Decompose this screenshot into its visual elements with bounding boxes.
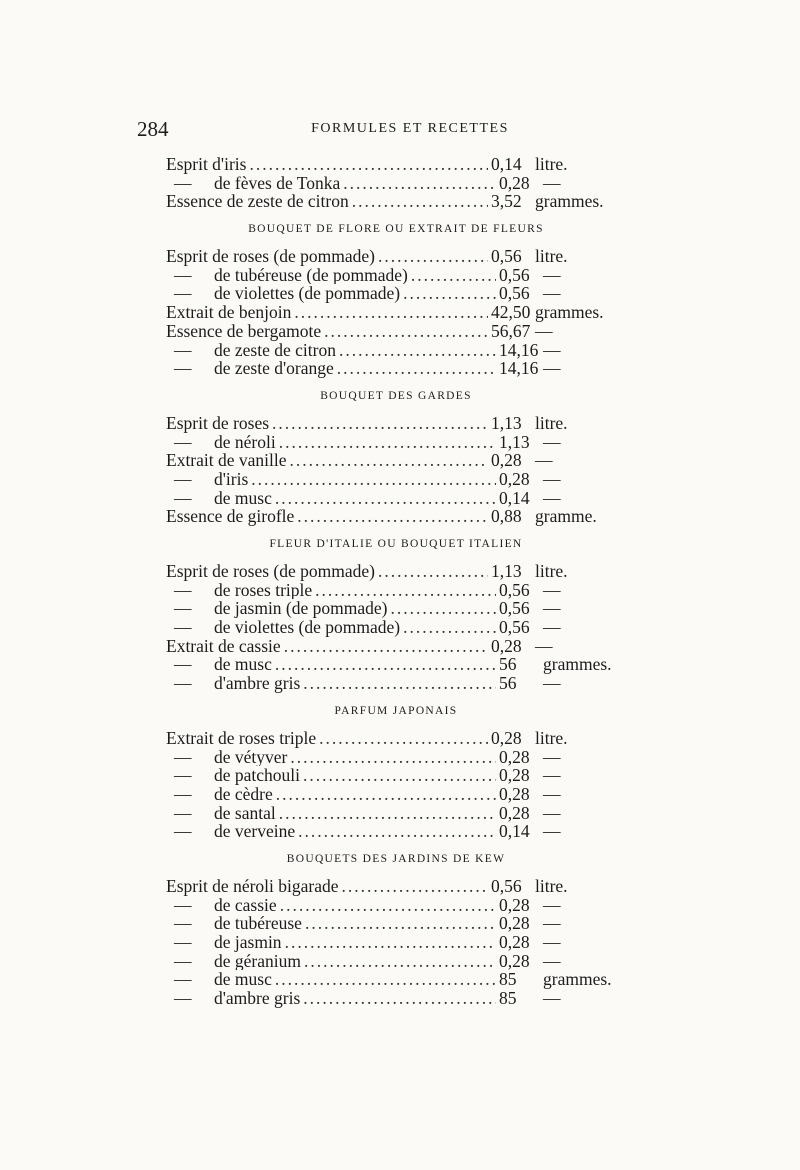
dot-leader [284,637,488,656]
recipe-row [166,804,626,823]
dot-leader [272,414,488,433]
recipe-row [166,637,626,656]
unit: — [543,673,561,694]
unit: litre. [535,561,568,581]
ditto-dash: — [174,895,192,915]
recipe-row [166,581,626,600]
ingredient-label: Essence de zeste de citron [166,192,349,212]
dot-leader [324,322,488,341]
unit: — [543,746,561,767]
ingredient-cell [166,896,499,915]
quantity: 85 [499,969,517,990]
quantity: 14,16 [499,339,539,360]
quantity: 0,28 [491,450,522,471]
quantity: 0,28 [499,172,530,193]
ditto-dash: — [174,951,192,971]
dot-leader [303,766,496,785]
unit: — [543,950,561,971]
unit: — [543,172,561,193]
unit: — [543,358,561,379]
ingredient-label: de zeste d'orange [214,359,334,378]
unit: — [543,802,561,823]
dot-leader [280,896,496,915]
dot-leader [337,359,496,378]
ingredient-cell [166,451,491,470]
ingredient-cell [166,637,491,656]
unit: — [543,783,561,804]
ingredient-label: de jasmin [214,933,282,952]
ingredient-cell [166,341,499,360]
ditto-dash: — [174,989,192,1008]
recipe-row [166,414,626,433]
quantity: 85 [499,988,517,1009]
ditto-dash: — [174,284,192,304]
unit: grammes. [543,654,612,675]
ingredient-label: de jasmin (de pommade) [214,599,388,619]
recipe-row [166,489,626,508]
quantity: 0,56 [499,598,530,619]
recipe-row [166,674,626,693]
unit: — [543,765,561,786]
recipe-row [166,748,626,767]
recipe-row [166,192,626,211]
ingredient-label: de tubéreuse [214,914,302,934]
recipe-row [166,896,626,915]
ingredient-label: de violettes (de pommade) [214,284,401,304]
dot-leader [403,284,496,303]
ingredient-cell [166,433,499,452]
quantity: 0,56 [499,579,530,600]
recipe-row [166,341,626,360]
ingredient-label: de musc [214,488,272,508]
dot-leader [297,507,488,526]
ditto-dash: — [174,784,192,804]
ingredient-cell [166,155,491,174]
unit: — [543,283,561,304]
ditto-dash: — [174,618,192,637]
quantity: 0,56 [491,875,522,896]
unit: — [543,617,561,638]
ingredient-label: de patchouli [214,766,301,785]
ingredient-label: de roses triple [214,580,313,600]
ditto-dash: — [174,970,192,990]
ingredient-cell [166,766,499,785]
ingredient-cell [166,581,499,600]
unit: — [535,635,553,656]
quantity: 0,28 [499,950,530,971]
ingredient-cell [166,989,499,1008]
ingredient-label: de santal [214,803,276,823]
ingredient-label: de violettes (de pommade) [214,618,401,637]
quantity: 0,14 [499,821,530,842]
ingredient-label: d'ambre gris [214,674,301,693]
quantity: 0,28 [499,802,530,823]
ingredient-cell [166,174,499,193]
ditto-dash: — [174,265,192,285]
ingredient-cell [166,359,499,378]
ingredient-label: de tubéreuse (de pommade) [214,265,408,285]
ingredient-cell [166,748,499,767]
unit: litre. [535,412,568,433]
ditto-dash: — [174,914,192,934]
quantity: 0,28 [491,727,522,748]
ingredient-label: Extrait de cassie [166,636,281,656]
dot-leader [319,729,488,748]
unit: — [543,468,561,489]
unit: — [543,264,561,285]
quantity: 1,13 [491,412,522,433]
dot-leader [403,618,496,637]
quantity: 0,28 [499,932,530,952]
dot-leader [303,989,496,1008]
ingredient-label: Extrait de vanille [166,451,287,470]
ingredient-label: de cèdre [214,784,273,804]
recipe-row [166,766,626,785]
unit: — [543,894,561,915]
ditto-dash: — [174,933,192,952]
recipe-row [166,451,626,470]
ingredient-cell [166,284,499,303]
ditto-dash: — [174,822,192,841]
unit: grammes. [543,969,612,990]
recipe-list [166,155,626,1008]
dot-leader [342,877,488,896]
ingredient-cell [166,674,499,693]
recipe-row [166,507,626,526]
recipe-row [166,970,626,989]
unit: grammes. [535,302,604,323]
ingredient-label: de musc [214,970,272,990]
dot-leader [411,266,496,285]
ditto-dash: — [174,340,192,360]
ingredient-label: Esprit de néroli bigarade [166,876,339,896]
ingredient-cell [166,970,499,989]
recipe-row [166,933,626,952]
ditto-dash: — [174,655,192,675]
page-number: 284 [137,117,169,141]
unit: litre. [535,154,568,174]
unit: — [543,579,561,600]
ingredient-label: Extrait de benjoin [166,303,292,322]
ditto-dash: — [174,359,192,378]
recipe-row [166,729,626,748]
ingredient-cell [166,822,499,841]
dot-leader [285,933,496,952]
quantity: 3,52 [491,191,522,212]
ingredient-cell [166,247,491,266]
dot-leader [275,970,496,989]
dot-leader [276,785,496,804]
recipe-row [166,562,626,581]
recipe-row [166,266,626,285]
ingredient-cell [166,877,491,896]
unit: gramme. [535,506,597,527]
ingredient-label: de géranium [214,951,301,971]
dot-leader [275,655,496,674]
dot-leader [352,192,488,211]
ingredient-label: Esprit de roses (de pommade) [166,562,375,581]
ingredient-label: Esprit de roses [166,413,270,433]
ingredient-cell [166,655,499,674]
dot-leader [304,952,496,971]
dot-leader [290,451,488,470]
ingredient-cell [166,266,499,285]
ingredient-cell [166,303,491,322]
dot-leader [378,247,488,266]
ingredient-label: de néroli [214,432,276,452]
unit: — [535,320,553,341]
quantity: 0,56 [499,617,530,638]
recipe-row [166,822,626,841]
section-title: PARFUM JAPONAIS [334,704,458,717]
ingredient-cell [166,192,491,211]
dot-leader [298,822,496,841]
ingredient-label: de fèves de Tonka [214,173,341,193]
recipe-row [166,247,626,266]
unit: litre. [535,727,568,748]
quantity: 0,28 [499,783,530,804]
unit: — [543,988,561,1009]
ingredient-label: Esprit d'iris [166,155,247,174]
dot-leader [279,804,496,823]
quantity: 0,14 [491,154,522,174]
ingredient-cell [166,489,499,508]
ditto-dash: — [174,488,192,508]
quantity: 1,13 [499,431,530,452]
recipe-row [166,785,626,804]
ingredient-label: de verveine [214,822,296,841]
unit: grammes. [535,191,604,212]
dot-leader [343,174,496,193]
recipe-row [166,284,626,303]
quantity: 0,28 [499,765,530,786]
unit: — [543,598,561,619]
ingredient-label: Extrait de roses triple [166,728,317,748]
quantity: 56 [499,654,517,675]
ditto-dash: — [174,803,192,823]
quantity: 56,67 [491,320,531,341]
quantity: 0,28 [499,468,530,489]
ditto-dash: — [174,674,192,693]
recipe-row [166,599,626,618]
ingredient-label: Essence de bergamote [166,321,322,341]
running-title: FORMULES ET RECETTES [311,121,509,136]
dot-leader [391,599,497,618]
dot-leader [305,914,496,933]
ingredient-label: Esprit de roses (de pommade) [166,247,375,266]
recipe-row [166,989,626,1008]
recipe-row [166,303,626,322]
ditto-dash: — [174,580,192,600]
dot-leader [303,674,496,693]
ingredient-cell [166,414,491,433]
ingredient-cell [166,618,499,637]
dot-leader [315,581,496,600]
ditto-dash: — [174,766,192,785]
ingredient-cell [166,562,491,581]
recipe-row [166,470,626,489]
recipe-row [166,655,626,674]
recipe-row [166,359,626,378]
dot-leader [251,470,496,489]
quantity: 0,28 [499,894,530,915]
ingredient-cell [166,804,499,823]
unit: — [543,487,561,508]
recipe-row [166,322,626,341]
ingredient-label: de musc [214,655,272,675]
ingredient-cell [166,322,491,341]
recipe-row [166,914,626,933]
quantity: 1,13 [491,561,522,581]
dot-leader [249,155,488,174]
recipe-row [166,433,626,452]
unit: — [535,450,553,471]
ingredient-cell [166,507,491,526]
dot-leader [339,341,496,360]
dot-leader [279,433,496,452]
quantity: 0,28 [499,913,530,934]
dot-leader [290,748,496,767]
ingredient-cell [166,470,499,489]
recipe-row [166,877,626,896]
ditto-dash: — [174,173,192,193]
section-title: BOUQUET DES GARDES [320,389,472,402]
unit: — [543,339,561,360]
recipe-row [166,174,626,193]
unit: litre. [535,246,568,267]
recipe-row [166,952,626,971]
ingredient-label: d'iris [214,469,249,489]
dot-leader [275,489,496,508]
unit: — [543,913,561,934]
ingredient-cell [166,914,499,933]
ditto-dash: — [174,469,192,489]
ditto-dash: — [174,747,192,767]
recipe-row [166,155,626,174]
ingredient-label: de cassie [214,895,277,915]
quantity: 0,56 [499,283,530,304]
quantity: 42,50 [491,302,531,323]
ingredient-label: de vétyver [214,747,288,767]
ingredient-cell [166,933,499,952]
ingredient-cell [166,785,499,804]
unit: litre. [535,875,568,896]
dot-leader [378,562,488,581]
recipe-row [166,618,626,637]
quantity: 0,28 [499,746,530,767]
section-title: BOUQUETS DES JARDINS DE KEW [286,852,506,865]
section-title: FLEUR D'ITALIE OU BOUQUET ITALIEN [269,538,523,550]
quantity: 0,14 [499,487,530,508]
quantity: 14,16 [499,358,539,379]
ingredient-label: Essence de girofle [166,507,295,527]
quantity: 0,28 [491,635,522,656]
quantity: 0,56 [491,246,522,267]
ingredient-label: d'ambre gris [214,989,301,1008]
quantity: 56 [499,673,517,694]
ingredient-cell [166,599,499,618]
ingredient-cell [166,952,499,971]
quantity: 0,88 [491,506,522,527]
quantity: 0,56 [499,264,530,285]
ditto-dash: — [174,432,192,452]
dot-leader [294,303,488,322]
unit: — [543,431,561,452]
ditto-dash: — [174,599,192,619]
ingredient-cell [166,729,491,748]
ingredient-label: de zeste de citron [214,340,336,360]
unit: — [543,821,561,842]
section-title: BOUQUET DE FLORE OU EXTRAIT DE FLEURS [248,223,544,236]
unit: — [543,932,561,952]
